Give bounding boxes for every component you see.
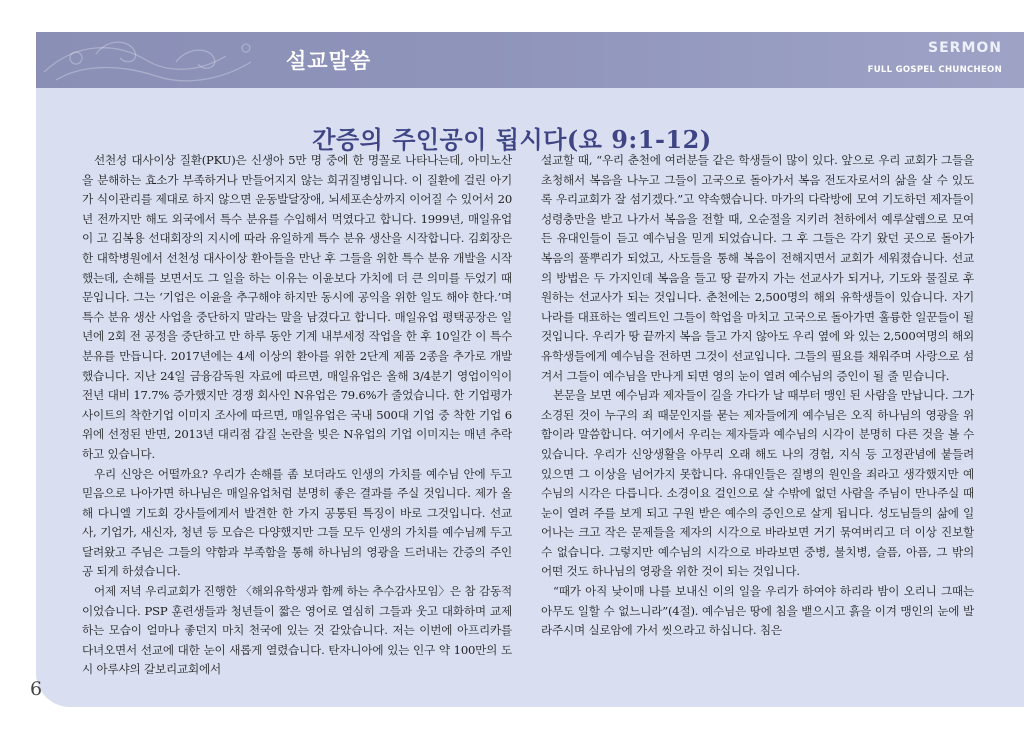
paragraph: “때가 아직 낮이매 나를 보내신 이의 일을 우리가 하여야 하리라 밤이 오리니 그때는 아무도 일할 수 없느니라”(4절). 예수님은 땅에 침을 뱉으시고 흙을 이겨 맹인의 눈에 발라주시며 실로암에 가서 씻으라고 하십니다. 침은	[541, 584, 974, 638]
paragraph: 설교할 때, “우리 춘천에 여러분들 같은 학생들이 많이 있다. 앞으로 우리 교회가 그들을 초청해서 복음을 나누고 그들이 고국으로 돌아가서 복음 전도자로서의 삶을 살 수 있도록 우리교회가 잘 섬기겠다.”고 약속했습니다. 마가의 다락방에 모여 기도하던 제자들이 성령충만을 받고 나가서 복음을 전할 때, 오순절을 지키러 천하에서 예루살렘으로 모여든 유대인들이 듣고 예수님을 믿게 되었습니다. 그 후 그들은 각기 왔던 곳으로 돌아가 복음의 풀뿌리가 되었고, 사도들을 통해 복음이 전해지면서 교회가 세워졌습니다. 선교의 방법은 두 가지인데 복음을 들고 땅 끝까지 가는 선교사가 되거나, 기도와 물질로 후원하는 선교사가 되는 것입니다. 춘천에는 2,500명의 해외 유학생들이 있습니다. 자기 나라를 대표하는 엘리트인 그들이 학업을 마치고 고국으로 돌아가면 훌륭한 일꾼들이 될 것입니다. 우리가 땅 끝까지 복음 들고 가지 않아도 우리 옆에 와 있는 2,500여명의 해외유학생들에게 예수님을 전하면 그것이 선교입니다. 그들의 필요를 채워주며 사랑으로 섬겨서 그들이 예수님을 만나게 되면 영의 눈이 열려 예수님의 증인이 될 줄 믿습니다.	[541, 153, 974, 383]
paragraph: 선천성 대사이상 질환(PKU)은 신생아 5만 명 중에 한 명꼴로 나타나는데, 아미노산을 분해하는 효소가 부족하거나 만들어지지 않는 희귀질병입니다. 이 질환에 걸린 아기가 식이관리를 제대로 하지 않으면 운동발달장애, 뇌세포손상까지 이어질 수 있어서 20년 전까지만 해도 외국에서 특수 분유를 수입해서 먹였다고 합니다. 1999년, 매일유업이 고 김복용 선대회장의 지시에 따라 유일하게 특수 분유 생산을 시작합니다. 김회장은 한 대학병원에서 선천성 대사이상 환아들을 만난 후 그들을 위한 특수 분유 개발을 시작했는데, 손해를 보면서도 그 일을 하는 이유는 이윤보다 가치에 더 큰 의미를 두었기 때문입니다. 그는 ‘기업은 이윤을 추구해야 하지만 동시에 공익을 위한 일도 해야 한다.’며 특수 분유 생산 사업을 중단하지 말라는 말을 남겼다고 합니다. 매일유업 평택공장은 일 년에 2회 전 공정을 중단하고 만 하루 동안 기계 내부세정 작업을 한 후 10일간 이 특수 분유를 만듭니다. 2017년에는 4세 이상의 환아를 위한 2단계 제품 2종을 추가로 개발했습니다. 지난 24일 금융감독원 자료에 따르면, 매일유업은 올해 3/4분기 영업이익이 전년 대비 17.7% 증가했지만 경쟁 회사인 N유업은 79.6%가 줄었습니다. 한 기업평가 사이트의 착한기업 이미지 조사에 따르면, 매일유업은 국내 500대 기업 중 착한 기업 6위에 선정된 반면, 2013년 대리점 갑질 논란을 빚은 N유업의 기업 이미지는 매년 추락하고 있습니다.	[82, 153, 512, 461]
floral-ornament-icon	[36, 32, 296, 88]
church-label: FULL GOSPEL CHUNCHEON	[867, 65, 1002, 75]
article-title: 간증의 주인공이 됩시다(요 9:1-12)	[312, 125, 712, 155]
paragraph: 본문을 보면 예수님과 제자들이 길을 가다가 날 때부터 맹인 된 사람을 만납니다. 그가 소경된 것이 누구의 죄 때문인지를 묻는 제자들에게 예수님은 오직 하나님의 영광을 위함이라 말씀합니다. 여기에서 우리는 제자들과 예수님의 시각이 분명히 다른 것을 볼 수 있습니다. 우리가 신앙생활을 아무리 오래 해도 나의 경험, 지식 등 고정관념에 붙들려 있으면 그 이상을 넘어가지 못합니다. 유대인들은 질병의 원인을 죄라고 생각했지만 예수님의 시각은 다릅니다. 소경이요 걸인으로 살 수밖에 없던 사람을 주님이 만나주실 때 눈이 열려 주를 보게 되고 구원 받은 예수의 증인으로 살게 됩니다. 성도님들의 삶에 일어나는 크고 작은 문제들을 제자의 시각으로 바라보면 거기 묶여버리고 더 이상 진보할 수 없습니다. 그렇지만 예수님의 시각으로 바라보면 중병, 불치병, 슬픔, 아픔, 그 밖의 어떤 것도 하나님의 영광을 위한 것이 되는 것입니다.	[541, 388, 974, 579]
paragraph: 우리 신앙은 어떨까요? 우리가 손해를 좀 보더라도 인생의 가치를 예수님 안에 두고 믿음으로 나아가면 하나님은 매일유업처럼 분명히 좋은 결과를 주실 것입니다. 제가 올해 다니엘 기도회 강사들에게서 발견한 한 가지 공통된 특징이 바로 그것입니다. 선교사, 기업가, 새신자, 청년 등 모습은 다양했지만 그들 모두 인생의 가치를 예수님께 두고 달려왔고 주님은 그들의 약함과 부족함을 통해 하나님의 영광을 드러내는 간증의 주인공 되게 하셨습니다.	[82, 466, 512, 579]
page-number: 6	[30, 678, 43, 700]
right-column	[541, 151, 974, 641]
left-column	[82, 151, 512, 680]
sermon-label: SERMON	[928, 40, 1002, 56]
paragraph: 어제 저녁 우리교회가 진행한 〈해외유학생과 함께 하는 추수감사모임〉은 참 감동적이었습니다. PSP 훈련생들과 청년들이 짧은 영어로 열심히 그들과 웃고 대화하며 교제하는 모습이 얼마나 좋던지 마치 천국에 있는 것 같았습니다. 저는 이번에 아프리카를 다녀오면서 선교에 대한 눈이 새롭게 열렸습니다. 탄자니아에 있는 인구 약 100만의 도시 아루샤의 갈보리교회에서	[82, 584, 512, 677]
header-band	[36, 32, 1024, 88]
section-title: 설교말씀	[286, 49, 372, 73]
